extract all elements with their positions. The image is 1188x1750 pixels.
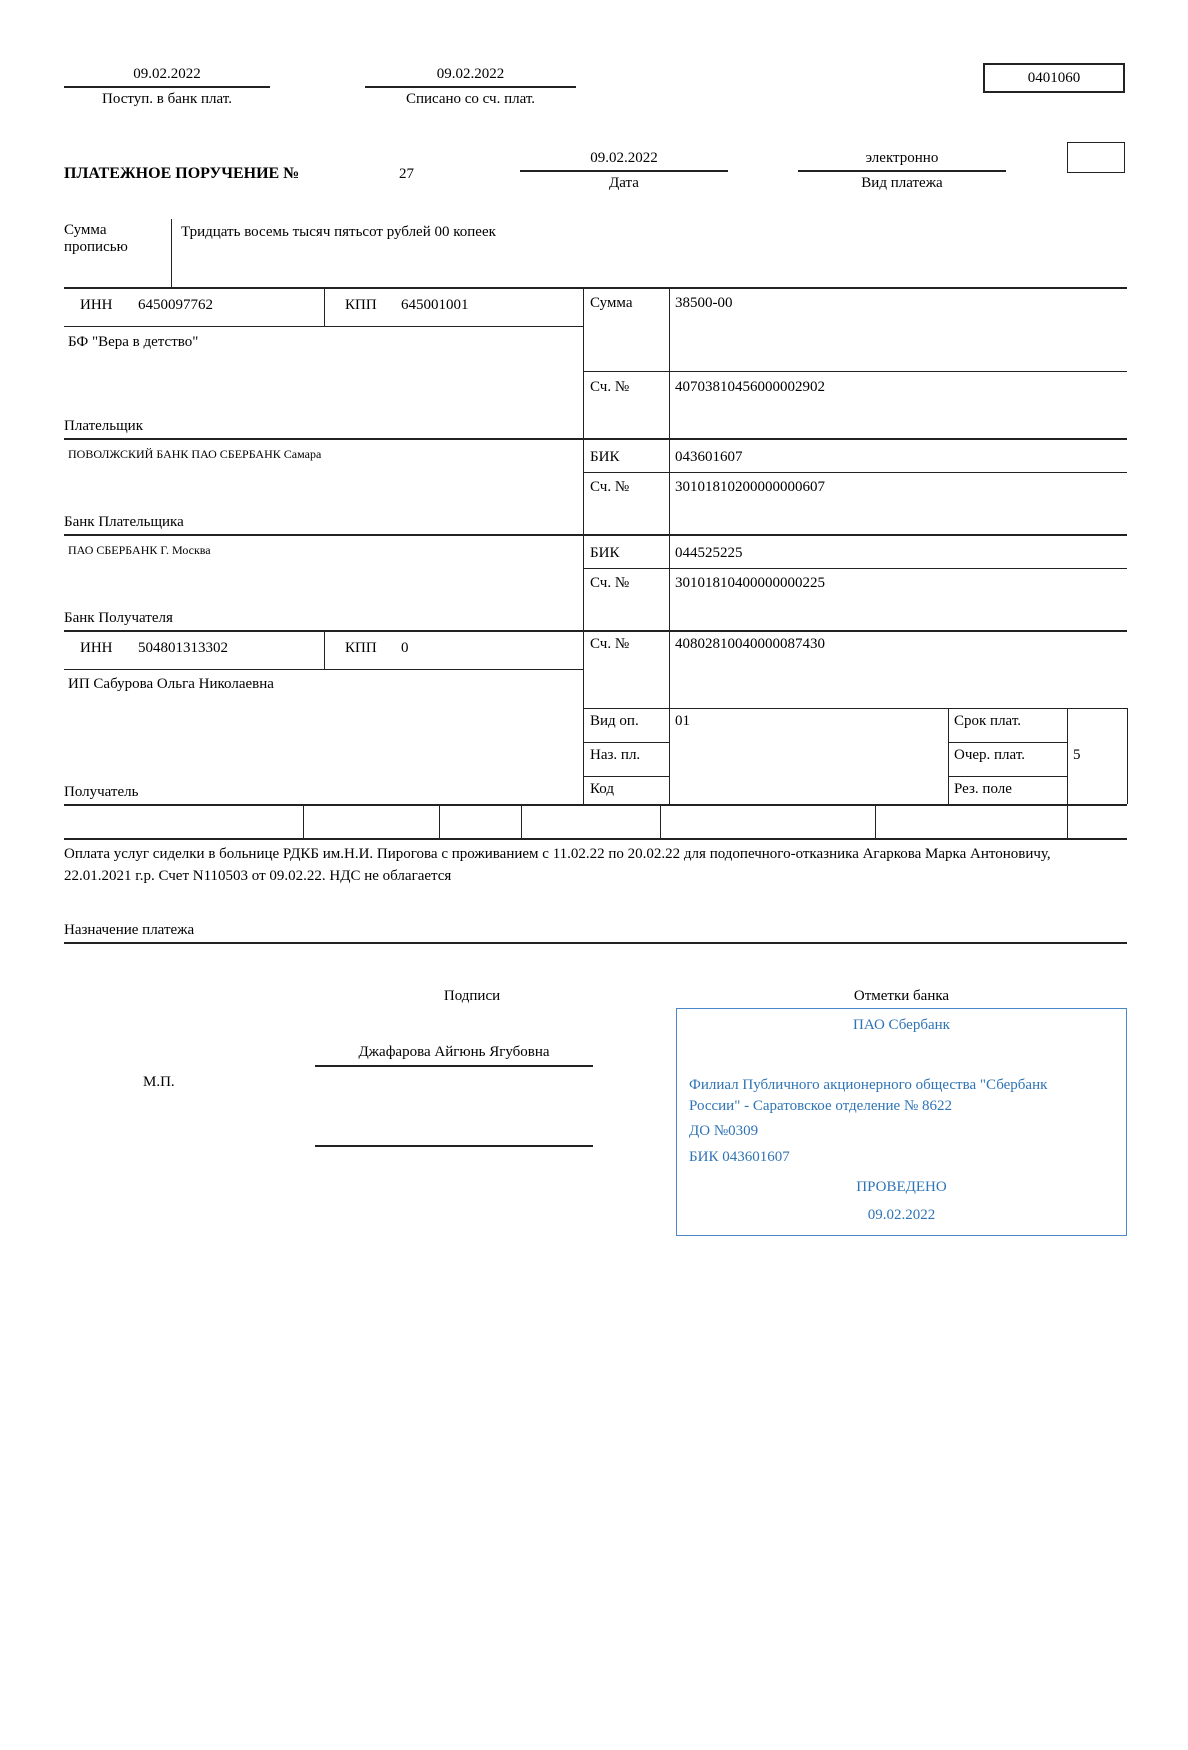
divider — [64, 287, 1127, 289]
divider — [583, 708, 1127, 709]
payment-kind-field — [798, 150, 1006, 192]
stamp-status: ПРОВЕДЕНО — [856, 1179, 947, 1195]
divider — [64, 942, 1127, 944]
divider — [583, 371, 1127, 372]
payer-label: Плательщик — [64, 418, 143, 434]
priority-label: Очер. плат. — [954, 747, 1025, 763]
stamp-branch: Филиал Публичного акционерного общества "Сбербанк России" - Саратовское отделение № 8622 — [689, 1077, 1048, 1114]
divider — [171, 219, 172, 287]
divider — [521, 804, 522, 838]
divider — [64, 838, 1127, 840]
divider — [324, 287, 325, 326]
code-label: Код — [590, 781, 614, 797]
payer-bank-label: Банк Плательщика — [64, 514, 184, 530]
reserve-field-label: Рез. поле — [954, 781, 1012, 797]
amount-words-label: Сумма прописью — [64, 222, 128, 255]
divider — [583, 568, 1127, 569]
payee-label: Получатель — [64, 784, 139, 800]
payee-kpp-label: КПП — [345, 640, 377, 656]
date-value: 09.02.2022 — [520, 150, 728, 172]
divider — [64, 630, 1127, 632]
due-date-label: Срок плат. — [954, 713, 1022, 729]
stamp-place-label: М.П. — [143, 1074, 175, 1090]
payer-bank-bik-value: 043601607 — [675, 449, 743, 465]
payer-name: БФ "Вера в детство" — [68, 334, 199, 350]
payer-inn-value: 6450097762 — [138, 297, 213, 313]
divider — [583, 776, 669, 777]
date-field — [520, 150, 728, 192]
divider — [1067, 804, 1068, 838]
payer-bank-account-value: 30101810200000000607 — [675, 479, 825, 495]
divider — [64, 669, 583, 670]
op-kind-value: 01 — [675, 713, 690, 729]
payer-inn-label: ИНН — [80, 297, 113, 313]
divider — [64, 326, 583, 327]
payee-name: ИП Сабурова Ольга Николаевна — [68, 676, 274, 692]
status-code-box — [1067, 142, 1125, 173]
payee-bank-bik-label: БИК — [590, 545, 620, 561]
payee-account-value: 40802810040000087430 — [675, 636, 825, 652]
payer-kpp-label: КПП — [345, 297, 377, 313]
signer-name: Джафарова Айгюнь Ягубовна — [358, 1044, 550, 1060]
stamp-bank-name: ПАО Сбербанк — [853, 1017, 950, 1033]
divider — [583, 472, 1127, 473]
received-date-field — [64, 66, 270, 108]
divider — [583, 742, 669, 743]
form-code: 0401060 — [1027, 69, 1081, 86]
received-date-label: Поступ. в банк плат. — [102, 91, 232, 107]
payer-bank-name: ПОВОЛЖСКИЙ БАНК ПАО СБЕРБАНК Самара — [68, 447, 322, 461]
payee-inn-label: ИНН — [80, 640, 113, 656]
payment-kind-label: Вид платежа — [861, 175, 943, 191]
document-number: 27 — [399, 166, 414, 182]
divider — [1067, 708, 1068, 804]
payer-account-label: Сч. № — [590, 379, 630, 395]
stamp-date: 09.02.2022 — [867, 1207, 936, 1223]
payment-kind-value: электронно — [798, 150, 1006, 172]
form-code-box — [983, 63, 1125, 93]
divider — [660, 804, 661, 838]
stamp-office: ДО №0309 — [689, 1123, 759, 1139]
divider — [948, 708, 949, 804]
divider — [669, 287, 670, 804]
pay-purpose-code-label: Наз. пл. — [590, 747, 641, 763]
stamp-bik: БИК 043601607 — [689, 1149, 790, 1165]
divider — [64, 804, 1127, 806]
payee-inn-value: 504801313302 — [138, 640, 228, 656]
divider — [64, 534, 1127, 536]
payee-bank-account-value: 30101810400000000225 — [675, 575, 825, 591]
divider — [303, 804, 304, 838]
debited-date-value: 09.02.2022 — [365, 66, 576, 88]
purpose-label: Назначение платежа — [64, 922, 195, 938]
priority-value: 5 — [1073, 747, 1081, 763]
amount-label: Сумма — [590, 295, 633, 311]
divider — [948, 742, 1067, 743]
payee-kpp-value: 0 — [401, 640, 409, 656]
debited-date-field — [365, 66, 576, 108]
bank-stamp-box — [676, 1008, 1127, 1236]
signatures-label: Подписи — [443, 988, 501, 1004]
payee-bank-name: ПАО СБЕРБАНК Г. Москва — [68, 543, 211, 557]
purpose-text: Оплата услуг сиделки в больнице РДКБ им.Н.И. Пирогова с проживанием с 11.02.22 по 20.02.22 для подопечного-отказника Агаркова Марка Антоновичу, 22.01.2021 г.р. Счет N110503 от 09.02.22. НДС не облагается — [64, 846, 1051, 884]
divider — [64, 438, 1127, 440]
amount-words-value: Тридцать восемь тысяч пятьсот рублей 00 копеек — [181, 224, 496, 240]
document-title: ПЛАТЕЖНОЕ ПОРУЧЕНИЕ № — [64, 165, 300, 182]
bank-marks-label: Отметки банка — [853, 988, 950, 1004]
signature-line-2 — [315, 1145, 593, 1147]
divider — [324, 630, 325, 669]
payee-bank-account-label: Сч. № — [590, 575, 630, 591]
received-date-value: 09.02.2022 — [64, 66, 270, 88]
divider — [439, 804, 440, 838]
date-label: Дата — [609, 175, 639, 191]
payee-account-label: Сч. № — [590, 636, 630, 652]
divider — [583, 287, 584, 804]
payee-bank-label: Банк Получателя — [64, 610, 173, 626]
divider — [875, 804, 876, 838]
payer-bank-account-label: Сч. № — [590, 479, 630, 495]
payer-kpp-value: 645001001 — [401, 297, 469, 313]
payee-bank-bik-value: 044525225 — [675, 545, 743, 561]
payer-account-value: 40703810456000002902 — [675, 379, 825, 395]
amount-value: 38500-00 — [675, 295, 733, 311]
signature-line-1 — [315, 1044, 593, 1067]
divider — [948, 776, 1067, 777]
debited-date-label: Списано со сч. плат. — [405, 91, 536, 107]
payer-bank-bik-label: БИК — [590, 449, 620, 465]
op-kind-label: Вид оп. — [590, 713, 639, 729]
divider — [1127, 708, 1128, 804]
